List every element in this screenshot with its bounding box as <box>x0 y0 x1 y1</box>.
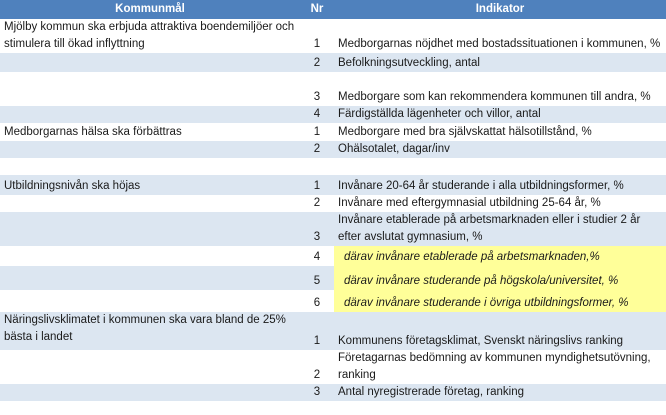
table-row <box>0 19 666 53</box>
cell-nr[interactable]: 1 <box>300 175 334 195</box>
cell-nr[interactable] <box>300 158 334 175</box>
cell-goal[interactable] <box>0 72 300 106</box>
cell-nr[interactable]: 2 <box>300 195 334 212</box>
cell-goal[interactable] <box>0 195 300 212</box>
cell-goal[interactable] <box>0 266 300 290</box>
table-row <box>0 106 666 123</box>
cell-nr[interactable]: 1 <box>300 123 334 141</box>
cell-indicator[interactable]: Medborgare med bra självskattat hälsotillstånd, % <box>334 123 666 141</box>
cell-nr[interactable]: 5 <box>300 266 334 290</box>
table-row <box>0 53 666 72</box>
table-row <box>0 212 666 246</box>
table-row <box>0 290 666 312</box>
table-row <box>0 158 666 175</box>
cell-indicator[interactable]: Medborgare som kan rekommendera kommunen till andra, % <box>334 72 666 106</box>
table-body <box>0 19 666 401</box>
cell-indicator[interactable]: Företagarnas bedömning av kommunen myndighetsutövning, ranking <box>334 350 666 384</box>
cell-goal[interactable]: Utbildningsnivån ska höjas <box>0 175 300 195</box>
header-indicator[interactable]: Indikator <box>334 0 666 19</box>
header-nr[interactable]: Nr <box>300 0 334 19</box>
cell-nr[interactable]: 2 <box>300 53 334 72</box>
cell-indicator[interactable]: Invånare etablerade på arbetsmarknaden eller i studier 2 år efter avslutat gymnasium, % <box>334 212 666 246</box>
table-row <box>0 72 666 106</box>
cell-goal[interactable] <box>0 384 300 401</box>
cell-nr[interactable]: 3 <box>300 384 334 401</box>
table-row <box>0 350 666 384</box>
cell-goal[interactable] <box>0 53 300 72</box>
table-row <box>0 175 666 195</box>
cell-indicator-highlighted[interactable]: därav invånare studerande i övriga utbildningsformer, % <box>334 290 666 312</box>
table-row <box>0 246 666 266</box>
cell-nr[interactable]: 2 <box>300 350 334 384</box>
cell-indicator-highlighted[interactable]: därav invånare studerande på högskola/universitet, % <box>334 266 666 290</box>
header-row <box>0 0 666 19</box>
cell-goal[interactable] <box>0 350 300 384</box>
cell-nr[interactable]: 1 <box>300 19 334 53</box>
table-row <box>0 266 666 290</box>
cell-goal[interactable] <box>0 290 300 312</box>
cell-indicator[interactable]: Befolkningsutveckling, antal <box>334 53 666 72</box>
cell-goal[interactable] <box>0 246 300 266</box>
cell-goal[interactable] <box>0 141 300 158</box>
cell-goal[interactable]: Näringslivsklimatet i kommunen ska vara bland de 25% bästa i landet <box>0 312 300 350</box>
cell-nr[interactable]: 3 <box>300 72 334 106</box>
cell-indicator-highlighted[interactable]: därav invånare etablerade på arbetsmarknaden,% <box>334 246 666 266</box>
cell-indicator[interactable]: Antal nyregistrerade företag, ranking <box>334 384 666 401</box>
table-row <box>0 384 666 401</box>
cell-goal[interactable] <box>0 158 300 175</box>
cell-indicator[interactable] <box>334 158 666 175</box>
cell-indicator[interactable]: Färdigställda lägenheter och villor, antal <box>334 106 666 123</box>
cell-indicator[interactable]: Kommunens företagsklimat, Svenskt näringslivs ranking <box>334 312 666 350</box>
cell-nr[interactable]: 3 <box>300 212 334 246</box>
header-goal[interactable]: Kommunmål <box>0 0 300 19</box>
table-row <box>0 123 666 141</box>
cell-indicator[interactable]: Invånare med eftergymnasial utbildning 25-64 år, % <box>334 195 666 212</box>
cell-goal[interactable]: Medborgarnas hälsa ska förbättras <box>0 123 300 141</box>
table-row <box>0 141 666 158</box>
cell-nr[interactable]: 6 <box>300 290 334 312</box>
cell-nr[interactable]: 2 <box>300 141 334 158</box>
cell-nr[interactable]: 1 <box>300 312 334 350</box>
table-row <box>0 312 666 350</box>
cell-goal[interactable] <box>0 212 300 246</box>
cell-nr[interactable]: 4 <box>300 246 334 266</box>
cell-indicator[interactable]: Medborgarnas nöjdhet med bostadssituationen i kommunen, % <box>334 19 666 53</box>
cell-indicator[interactable]: Invånare 20-64 år studerande i alla utbildningsformer, % <box>334 175 666 195</box>
cell-goal[interactable]: Mjölby kommun ska erbjuda attraktiva boendemiljöer och stimulera till ökad inflyttning <box>0 19 300 53</box>
cell-goal[interactable] <box>0 106 300 123</box>
cell-nr[interactable]: 4 <box>300 106 334 123</box>
cell-indicator[interactable]: Ohälsotalet, dagar/inv <box>334 141 666 158</box>
table-row <box>0 195 666 212</box>
